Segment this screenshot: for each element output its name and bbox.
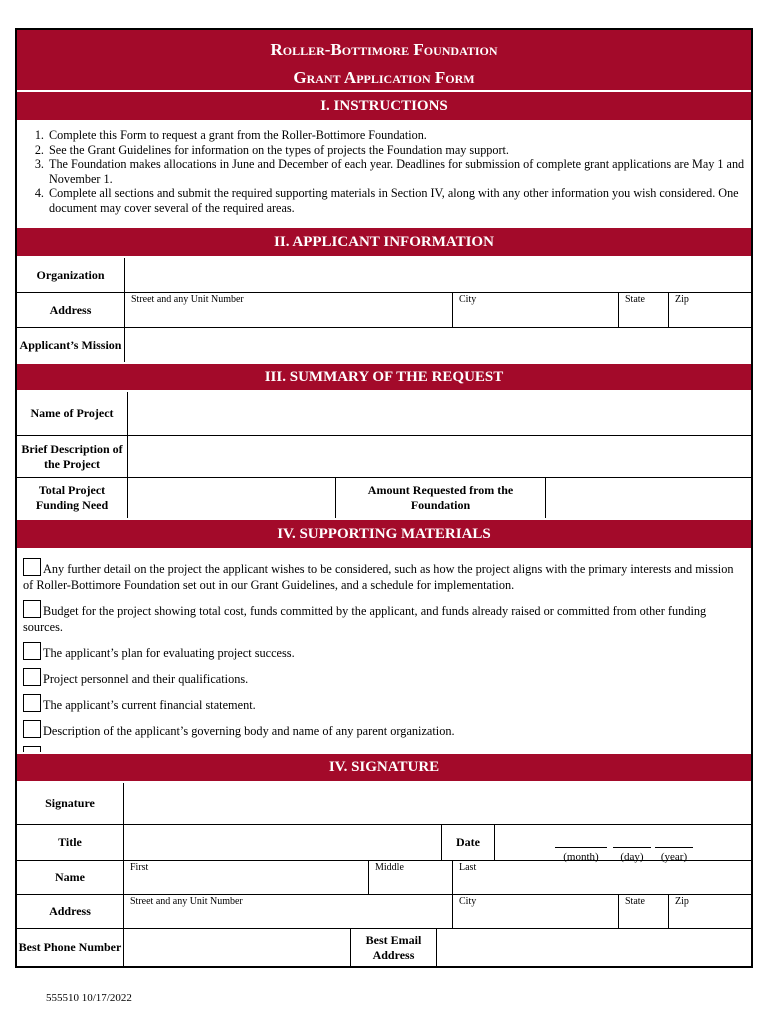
funding-row <box>17 478 751 518</box>
day-hint-text: (day) <box>620 851 644 863</box>
material-item <box>23 558 745 593</box>
date-field[interactable] <box>495 825 751 863</box>
email-label: Best Email Address <box>351 929 437 966</box>
organization-label: Organization <box>17 258 125 292</box>
first-name-field[interactable]: First <box>124 861 369 894</box>
instruction-item: 4. Complete all sections and submit the required supporting materials in Section IV, along with any other information you wish considered. One document may cover several of the required areas. <box>47 186 745 215</box>
instruction-item: 1. Complete this Form to request a grant from the Roller-Bottimore Foundation. <box>47 128 745 143</box>
brief-description-label: Brief Description of the Project <box>17 436 128 477</box>
materials-checklist <box>17 550 751 765</box>
project-name-label: Name of Project <box>17 392 128 435</box>
signer-address-label: Address <box>17 895 124 928</box>
email-field[interactable] <box>437 929 751 966</box>
state-field[interactable]: State <box>619 293 669 327</box>
foundation-title: Roller-Bottimore Foundation <box>270 40 498 59</box>
title-date-row <box>17 825 751 861</box>
grant-application-form <box>15 28 753 968</box>
signer-city-field[interactable]: City <box>453 895 619 928</box>
material-item <box>23 720 745 739</box>
mission-field[interactable] <box>125 328 751 362</box>
material-item <box>23 642 745 661</box>
material-text: Any further detail on the project the applicant wishes to be considered, such as how the project aligns with the primary interests and mission of Roller-Bottimore Foundation set out in our Grant Guidelines, and a schedule for implementation. <box>23 562 734 592</box>
material-item <box>23 668 745 687</box>
material-text: The applicant’s plan for evaluating project success. <box>43 646 295 660</box>
title-label: Title <box>17 825 124 860</box>
title-field[interactable] <box>124 825 442 860</box>
material-checkbox[interactable] <box>23 694 41 712</box>
signer-state-field[interactable]: State <box>619 895 669 928</box>
month-hint <box>555 839 607 863</box>
signer-address-row <box>17 895 751 929</box>
signature-row <box>17 783 751 825</box>
material-item <box>23 694 745 713</box>
year-hint <box>655 839 693 863</box>
signature-field[interactable] <box>124 783 751 824</box>
last-name-field[interactable]: Last <box>459 862 477 873</box>
section-summary-header: III. SUMMARY OF THE REQUEST <box>17 362 751 392</box>
name-row <box>17 861 751 895</box>
date-label: Date <box>442 825 495 860</box>
day-hint <box>613 839 651 863</box>
total-funding-label: Total Project Funding Need <box>17 478 128 518</box>
project-name-row <box>17 392 751 436</box>
instructions-list <box>17 122 751 216</box>
city-field[interactable]: City <box>453 293 619 327</box>
material-text: The applicant’s current financial statement. <box>43 698 256 712</box>
amount-requested-field[interactable] <box>546 478 751 518</box>
material-text: Description of the applicant’s governing body and name of any parent organization. <box>43 724 455 738</box>
material-text: Budget for the project showing total cost, funds committed by the applicant, and funds already raised or committed from other funding sources. <box>23 604 707 634</box>
footer-code: 555510 10/17/2022 <box>46 992 132 1004</box>
form-title: Grant Application Form <box>293 68 475 87</box>
month-hint-text: (month) <box>563 851 599 863</box>
project-name-field[interactable] <box>128 392 751 435</box>
organization-row <box>17 258 751 293</box>
section-applicant-header: II. APPLICANT INFORMATION <box>17 226 751 258</box>
material-text: Project personnel and their qualifications. <box>43 672 249 686</box>
material-checkbox[interactable] <box>23 668 41 686</box>
section-instructions-header: I. INSTRUCTIONS <box>17 90 751 122</box>
material-checkbox[interactable] <box>23 720 41 738</box>
signer-street-field[interactable]: Street and any Unit Number <box>124 895 453 928</box>
section-materials-header: IV. SUPPORTING MATERIALS <box>17 518 751 550</box>
material-checkbox[interactable] <box>23 558 41 576</box>
brief-description-row <box>17 436 751 478</box>
material-checkbox[interactable] <box>23 642 41 660</box>
section-signature-header: IV. SIGNATURE <box>17 752 751 783</box>
name-label: Name <box>17 861 124 894</box>
street-field[interactable]: Street and any Unit Number <box>125 293 453 327</box>
instruction-item: 3. The Foundation makes allocations in June and December of each year. Deadlines for submission of complete grant applications are May 1 and November 1. <box>47 157 745 186</box>
mission-row <box>17 328 751 362</box>
total-funding-field[interactable] <box>128 478 336 518</box>
organization-field[interactable] <box>125 258 751 292</box>
contact-row <box>17 929 751 966</box>
zip-field[interactable]: Zip <box>675 294 689 305</box>
amount-requested-label: Amount Requested from the Foundation <box>336 478 546 518</box>
instruction-item: 2. See the Grant Guidelines for information on the types of projects the Foundation may support. <box>47 143 745 158</box>
form-header <box>17 30 751 92</box>
middle-name-field[interactable]: Middle <box>369 861 453 894</box>
year-hint-text: (year) <box>660 851 688 863</box>
phone-field[interactable] <box>124 929 351 966</box>
address-label: Address <box>17 293 125 327</box>
brief-description-field[interactable] <box>128 436 751 477</box>
signature-label: Signature <box>17 783 124 824</box>
signer-zip-field[interactable]: Zip <box>675 896 689 907</box>
applicant-address-row <box>17 293 751 328</box>
mission-label: Applicant’s Mission <box>17 328 125 362</box>
material-item <box>23 600 745 635</box>
material-checkbox[interactable] <box>23 600 41 618</box>
phone-label: Best Phone Number <box>17 929 124 966</box>
